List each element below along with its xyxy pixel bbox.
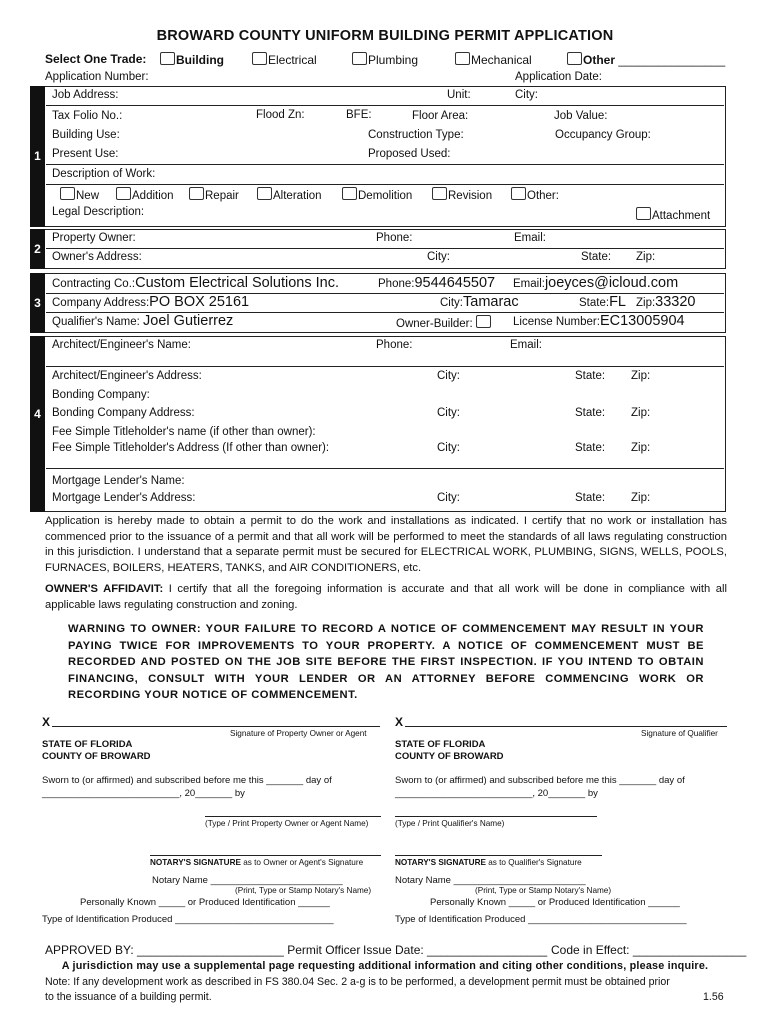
contracting-company-value: Custom Electrical Solutions Inc. <box>135 275 339 291</box>
checkbox-alteration[interactable] <box>257 187 272 200</box>
owner-signature-x: X <box>42 715 51 729</box>
checkbox-electrical[interactable] <box>252 52 267 65</box>
checkbox-addition[interactable] <box>116 187 131 200</box>
architect-address-field[interactable]: Architect/Engineer's Address: <box>52 370 202 382</box>
checkbox-demolition[interactable] <box>342 187 357 200</box>
company-zip-field[interactable]: Zip:33320 <box>636 294 696 310</box>
form-title: BROWARD COUNTY UNIFORM BUILDING PERMIT APPLICATION <box>156 28 614 44</box>
bonding-zip-field[interactable]: Zip: <box>631 407 651 419</box>
application-statement: Application is hereby made to obtain a permit to do the work and installations as indicated. I certify that no work or installation has commenced prior to the issuance of a permit and that all work will be performed to meet the standards of all laws regulating construction in this jurisdiction. I understand that a separate permit must be secured for ELECTRICAL WORK, PLUMBING, SIGNS, WELLS, POOLS, FURNACES, BOILERS, HEATERS, TANKS, and AIR CONDITIONERS, etc. <box>45 515 727 574</box>
trade-plumbing[interactable]: Plumbing <box>352 52 418 67</box>
contractor-email-value: joeyces@icloud.com <box>544 275 679 291</box>
owner-print-name-line[interactable] <box>205 816 381 817</box>
architect-email-field[interactable]: Email: <box>510 339 542 351</box>
right-notary-signature-line[interactable] <box>395 855 602 856</box>
description-of-work-label: Description of Work: <box>52 168 156 180</box>
owner-phone-field[interactable]: Phone: <box>376 232 413 244</box>
owner-zip-field[interactable]: Zip: <box>636 251 656 263</box>
owner-address-field[interactable]: Owner's Address: <box>52 251 142 263</box>
contractor-email-field[interactable]: Email:joeyces@icloud.com <box>513 275 679 291</box>
development-note-line-1: Note: If any development work as described in FS 380.04 Sec. 2 a-g is to be performed, a development permit must be obtained prior <box>45 976 670 988</box>
owner-state-field[interactable]: State: <box>581 251 612 263</box>
qualifier-name-value: Joel Gutierrez <box>143 313 234 329</box>
right-notary-name-caption: (Print, Type or Stamp Notary's Name) <box>475 886 612 895</box>
application-number-label: Application Number: <box>45 71 149 83</box>
owner-city-field[interactable]: City: <box>427 251 450 263</box>
legal-description-field[interactable]: Legal Description: <box>52 206 145 218</box>
construction-type-field[interactable]: Construction Type: <box>368 129 464 141</box>
occupancy-group-field[interactable]: Occupancy Group: <box>555 129 651 141</box>
owner-email-field[interactable]: Email: <box>514 232 546 244</box>
tax-folio-field[interactable]: Tax Folio No.: <box>52 110 123 122</box>
qualifier-signature-x: X <box>395 715 404 729</box>
license-number-field[interactable]: License Number:EC13005904 <box>513 313 685 329</box>
right-sworn-line-1: Sworn to (or affirmed) and subscribed before me this _______ day of <box>395 775 685 786</box>
company-zip-value: 33320 <box>655 294 696 310</box>
qualifier-name-field[interactable]: Qualifier's Name: Joel Gutierrez <box>52 313 234 329</box>
floor-area-field[interactable]: Floor Area: <box>412 110 469 122</box>
contractor-phone-value: 9544645507 <box>414 275 496 291</box>
work-new[interactable]: New <box>60 187 99 202</box>
mortgage-lender-name-field[interactable]: Mortgage Lender's Name: <box>52 475 185 487</box>
building-use-field[interactable]: Building Use: <box>52 129 120 141</box>
owner-signature-caption: Signature of Property Owner or Agent <box>230 729 367 738</box>
trade-electrical[interactable]: Electrical <box>252 52 317 67</box>
work-revision[interactable]: Revision <box>432 187 492 202</box>
property-owner-field[interactable]: Property Owner: <box>52 232 136 244</box>
right-state-label: STATE OF FLORIDA <box>395 739 486 750</box>
warning-to-owner: WARNING TO OWNER: YOUR FAILURE TO RECORD A NOTICE OF COMMENCEMENT MAY RESULT IN YOUR PAYING TWICE FOR IMPROVEMENTS TO YOUR PROPERTY. A NOTICE OF COMMENCEMENT MUST BE RECORDED AND POSTED ON THE JOB SITE BEFORE THE FIRST INSPECTION. IF YOU INTEND TO OBTAIN FINANCING, CONSULT WITH YOUR LENDER OR AN ATTORNEY BEFORE COMMENCING WORK OR RECORDING YOUR NOTICE OF COMMENCEMENT. <box>68 623 704 701</box>
company-city-field[interactable]: City:Tamarac <box>440 294 519 310</box>
checkbox-revision[interactable] <box>432 187 447 200</box>
mortgage-zip-field[interactable]: Zip: <box>631 492 651 504</box>
work-addition[interactable]: Addition <box>116 187 174 202</box>
checkbox-plumbing[interactable] <box>352 52 367 65</box>
qualifier-signature-caption: Signature of Qualifier <box>641 729 718 738</box>
fee-zip-field[interactable]: Zip: <box>631 442 651 454</box>
qualifier-print-name-line[interactable] <box>395 816 597 817</box>
license-number-value: EC13005904 <box>599 313 685 329</box>
contractor-phone-field[interactable]: Phone:9544645507 <box>378 275 496 291</box>
mortgage-state-field[interactable]: State: <box>575 492 606 504</box>
architect-state-field[interactable]: State: <box>575 370 606 382</box>
right-sworn-line-2: __________________________, 20_______ by <box>395 788 598 799</box>
work-other[interactable]: Other: <box>511 187 559 202</box>
fee-state-field[interactable]: State: <box>575 442 606 454</box>
right-notary-name-field[interactable]: Notary Name _________________________ <box>395 875 586 886</box>
mortgage-lender-address-field[interactable]: Mortgage Lender's Address: <box>52 492 196 504</box>
architect-zip-field[interactable]: Zip: <box>631 370 651 382</box>
qualifier-signature-line[interactable] <box>405 726 727 727</box>
development-note-line-2: to the issuance of a building permit. <box>45 991 212 1003</box>
left-notary-name-field[interactable]: Notary Name _________________________ <box>152 875 343 886</box>
section-2-number: 2 <box>30 229 45 269</box>
architect-phone-field[interactable]: Phone: <box>376 339 413 351</box>
right-county-label: COUNTY OF BROWARD <box>395 751 504 762</box>
company-state-field[interactable]: State:FL <box>579 294 626 310</box>
job-city-field[interactable]: City: <box>515 89 538 101</box>
work-repair[interactable]: Repair <box>189 187 239 202</box>
left-notary-signature-line[interactable] <box>150 855 381 856</box>
mortgage-city-field[interactable]: City: <box>437 492 460 504</box>
fee-city-field[interactable]: City: <box>437 442 460 454</box>
bfe-field[interactable]: BFE: <box>346 109 372 121</box>
left-notary-name-caption: (Print, Type or Stamp Notary's Name) <box>235 886 372 895</box>
present-use-field[interactable]: Present Use: <box>52 148 119 160</box>
code-in-effect-field[interactable]: Code in Effect: _________________ <box>551 943 747 957</box>
owner-signature-line[interactable] <box>52 726 380 727</box>
checkbox-work-other[interactable] <box>511 187 526 200</box>
form-version: 1.56 <box>703 991 724 1003</box>
owner-print-name-caption: (Type / Print Property Owner or Agent Name) <box>205 819 369 828</box>
owner-builder-field[interactable]: Owner-Builder: <box>396 315 492 330</box>
left-sworn-line-1: Sworn to (or affirmed) and subscribed before me this _______ day of <box>42 775 332 786</box>
left-sworn-line-2: __________________________, 20_______ by <box>42 788 245 799</box>
issue-date-field[interactable]: Issue Date: __________________ <box>363 943 548 957</box>
right-personally-known[interactable]: Personally Known _____ or Produced Identification ______ <box>430 897 680 908</box>
company-city-value: Tamarac <box>463 294 519 310</box>
job-value-field[interactable]: Job Value: <box>554 110 608 122</box>
trade-mechanical[interactable]: Mechanical <box>455 52 532 67</box>
company-address-field[interactable]: Company Address:PO BOX 25161 <box>52 294 250 310</box>
bonding-state-field[interactable]: State: <box>575 407 606 419</box>
contracting-company-field[interactable]: Contracting Co.:Custom Electrical Solutions Inc. <box>52 275 339 291</box>
company-address-value: PO BOX 25161 <box>149 294 250 310</box>
application-date-label: Application Date: <box>515 71 602 83</box>
section-4-number: 4 <box>30 336 45 512</box>
bonding-address-field[interactable]: Bonding Company Address: <box>52 407 195 419</box>
trade-building[interactable]: Building <box>160 52 224 67</box>
checkbox-building[interactable] <box>160 52 175 65</box>
jurisdiction-note: A jurisdiction may use a supplemental page requesting additional information and citing other conditions, please inquire. <box>61 960 709 972</box>
unit-field[interactable]: Unit: <box>447 89 471 101</box>
bonding-company-field[interactable]: Bonding Company: <box>52 389 150 401</box>
trade-label: Select One Trade: <box>45 52 147 66</box>
checkbox-other[interactable] <box>567 52 582 65</box>
architect-city-field[interactable]: City: <box>437 370 460 382</box>
left-personally-known[interactable]: Personally Known _____ or Produced Identification ______ <box>80 897 330 908</box>
work-demolition[interactable]: Demolition <box>342 187 412 202</box>
checkbox-mechanical[interactable] <box>455 52 470 65</box>
left-county-label: COUNTY OF BROWARD <box>42 751 151 762</box>
trade-other[interactable]: Other ________________ <box>567 52 725 67</box>
checkbox-owner-builder[interactable] <box>476 315 491 328</box>
attachment-option[interactable]: Attachment <box>636 207 710 222</box>
qualifier-print-name-caption: (Type / Print Qualifier's Name) <box>395 819 505 828</box>
flood-zone-field[interactable]: Flood Zn: <box>256 109 305 121</box>
job-address-field[interactable]: Job Address: <box>52 89 119 101</box>
architect-name-field[interactable]: Architect/Engineer's Name: <box>52 339 191 351</box>
section-1-number: 1 <box>30 86 45 227</box>
checkbox-attachment[interactable] <box>636 207 651 220</box>
checkbox-new[interactable] <box>60 187 75 200</box>
left-state-label: STATE OF FLORIDA <box>42 739 133 750</box>
approved-by-field[interactable]: APPROVED BY: ______________________ Permit Officer <box>45 943 361 957</box>
left-notary-signature-caption: NOTARY'S SIGNATURE as to Owner or Agent's Signature <box>150 858 364 867</box>
fee-titleholder-name-field[interactable]: Fee Simple Titleholder's name (if other than owner): <box>52 426 316 438</box>
work-alteration[interactable]: Alteration <box>257 187 322 202</box>
right-notary-signature-caption: NOTARY'S SIGNATURE as to Qualifier's Signature <box>395 858 582 867</box>
bonding-city-field[interactable]: City: <box>437 407 460 419</box>
fee-titleholder-address-field[interactable]: Fee Simple Titleholder's Address (If other than owner): <box>52 442 330 454</box>
company-state-value: FL <box>609 294 626 310</box>
owner-affidavit: OWNER'S AFFIDAVIT: I certify that all the foregoing information is accurate and that all work will be done in compliance with all applicable laws regulating construction and zoning. <box>45 583 727 611</box>
proposed-used-field[interactable]: Proposed Used: <box>368 148 451 160</box>
right-type-of-identification[interactable]: Type of Identification Produced ______________________________ <box>395 914 687 925</box>
left-type-of-identification[interactable]: Type of Identification Produced ______________________________ <box>42 914 334 925</box>
section-3-number: 3 <box>30 273 45 333</box>
checkbox-repair[interactable] <box>189 187 204 200</box>
